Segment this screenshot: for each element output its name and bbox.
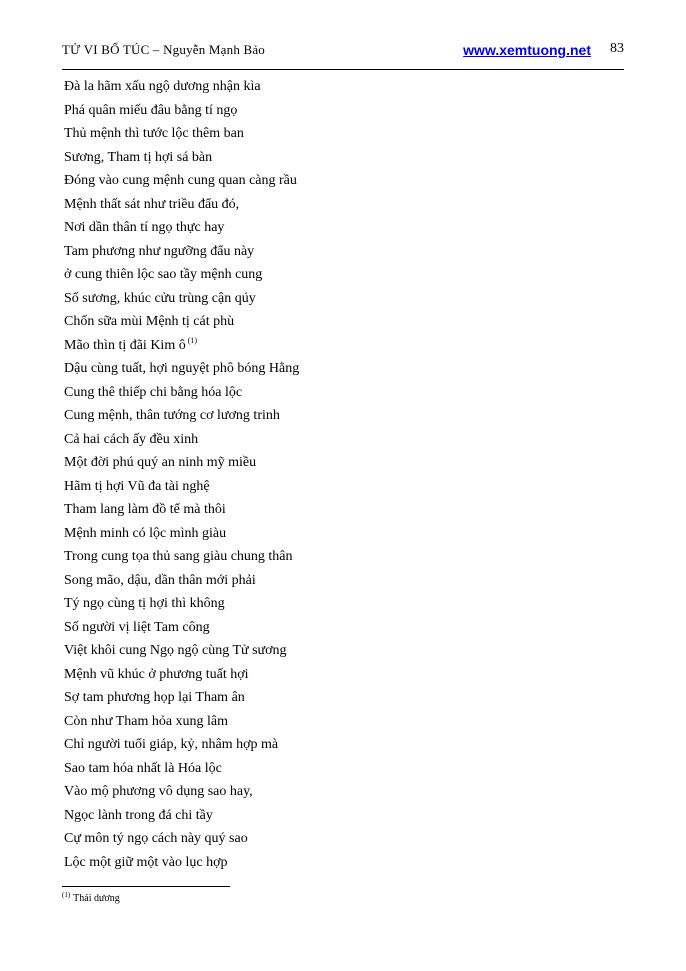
footnote-text: Thái dương [73,893,120,904]
verse-line [64,99,299,123]
verse-list [64,75,299,874]
footnote-marker: (1) [62,891,71,899]
verse-text: Vào mộ phương vô dụng sao hay, [64,784,253,799]
verse-line [64,804,299,828]
verse-text: Việt khôi cung Ngọ ngộ cùng Tử sương [64,643,287,658]
verse-line [64,357,299,381]
verse-line [64,381,299,405]
verse-line [64,428,299,452]
verse-line [64,545,299,569]
verse-line [64,75,299,99]
header-divider [62,69,624,70]
verse-text: Song mão, dậu, dần thân mới phải [64,572,256,588]
page-number: 83 [610,41,624,56]
verse-line [64,592,299,616]
verse-text: Thủ mệnh thì tước lộc thêm ban [64,126,244,141]
verse-line [64,216,299,240]
verse-line [64,522,299,546]
verse-text: Tý ngọ cùng tị hợi thì không [64,596,225,611]
verse-line [64,404,299,428]
verse-text: Cung thê thiếp chi bằng hóa lộc [64,384,243,400]
verse-text: Mệnh minh có lộc mình giàu [64,525,227,541]
verse-line [64,851,299,875]
running-title: TỬ VI BỔ TÚC – Nguyễn Mạnh Bảo [62,42,266,57]
footnote [62,893,120,904]
verse-line [64,240,299,264]
verse-text: ở cung thiên lộc sao tầy mệnh cung [64,267,263,282]
verse-line [64,686,299,710]
verse-text: Cung mệnh, thân tướng cơ lương trinh [64,408,280,423]
footnote-divider [62,886,230,887]
verse-line [64,733,299,757]
verse-text: Sợ tam phương họp lại Tham ân [64,690,245,705]
verse-line [64,827,299,851]
verse-line [64,122,299,146]
verse-text: Cả hai cách ấy đều xinh [64,431,199,447]
verse-text: Ngọc lành trong đá chi tầy [64,807,213,823]
verse-text: Một đời phú quý an ninh mỹ miều [64,455,257,470]
verse-text: Đà la hãm xấu ngộ dương nhận kìa [64,79,261,94]
verse-text: Tam phương như ngưỡng đẩu này [64,243,255,259]
verse-line [64,263,299,287]
verse-text: Sương, Tham tị hợi sá bàn [64,149,213,165]
verse-line [64,569,299,593]
verse-text: Dậu cùng tuất, hợi nguyệt phô bóng Hằng [64,361,300,376]
verse-text: Đóng vào cung mệnh cung quan càng rầu [64,173,297,188]
verse-line [64,146,299,170]
verse-line [64,334,299,358]
verse-line [64,616,299,640]
verse-text: Trong cung tọa thủ sang giàu chung thân [64,549,293,564]
verse-line [64,757,299,781]
verse-line [64,710,299,734]
verse-text: Nơi dần thân tí ngọ thực hay [64,220,225,235]
verse-line [64,451,299,475]
verse-text: Số người vị liệt Tam công [64,619,210,635]
verse-text: Mão thìn tị đãi Kim ô [64,337,186,353]
verse-text: Phá quân miếu đâu bằng tí ngọ [64,102,238,118]
verse-text: Tham lang làm đồ tể mà thôi [64,502,226,517]
verse-text: Hãm tị hợi Vũ đa tài nghệ [64,478,210,494]
verse-line [64,498,299,522]
footnote-reference: (1) [187,335,198,345]
verse-text: Số sương, khúc cửu trùng cận qúy [64,290,256,306]
verse-text: Mệnh thất sát như triều đẩu đó, [64,196,240,212]
verse-line [64,780,299,804]
verse-line [64,475,299,499]
verse-line [64,169,299,193]
verse-text: Sao tam hóa nhất là Hóa lộc [64,760,222,776]
verse-text: Chỉ người tuổi giáp, kỷ, nhâm hợp mà [64,737,279,752]
verse-line [64,663,299,687]
verse-line [64,310,299,334]
verse-text: Lộc một giữ một vào lục hợp [64,854,228,870]
verse-text: Mệnh vũ khúc ở phương tuất hợi [64,666,249,682]
verse-text: Cự môn tý ngọ cách này quý sao [64,831,248,846]
verse-line [64,639,299,663]
verse-text: Chốn sữa mùi Mệnh tị cát phù [64,314,235,329]
verse-line [64,193,299,217]
page-header [62,40,624,64]
verse-line [64,287,299,311]
verse-text: Còn như Tham hỏa xung lâm [64,713,229,729]
site-link[interactable]: www.xemtuong.net [463,42,591,58]
